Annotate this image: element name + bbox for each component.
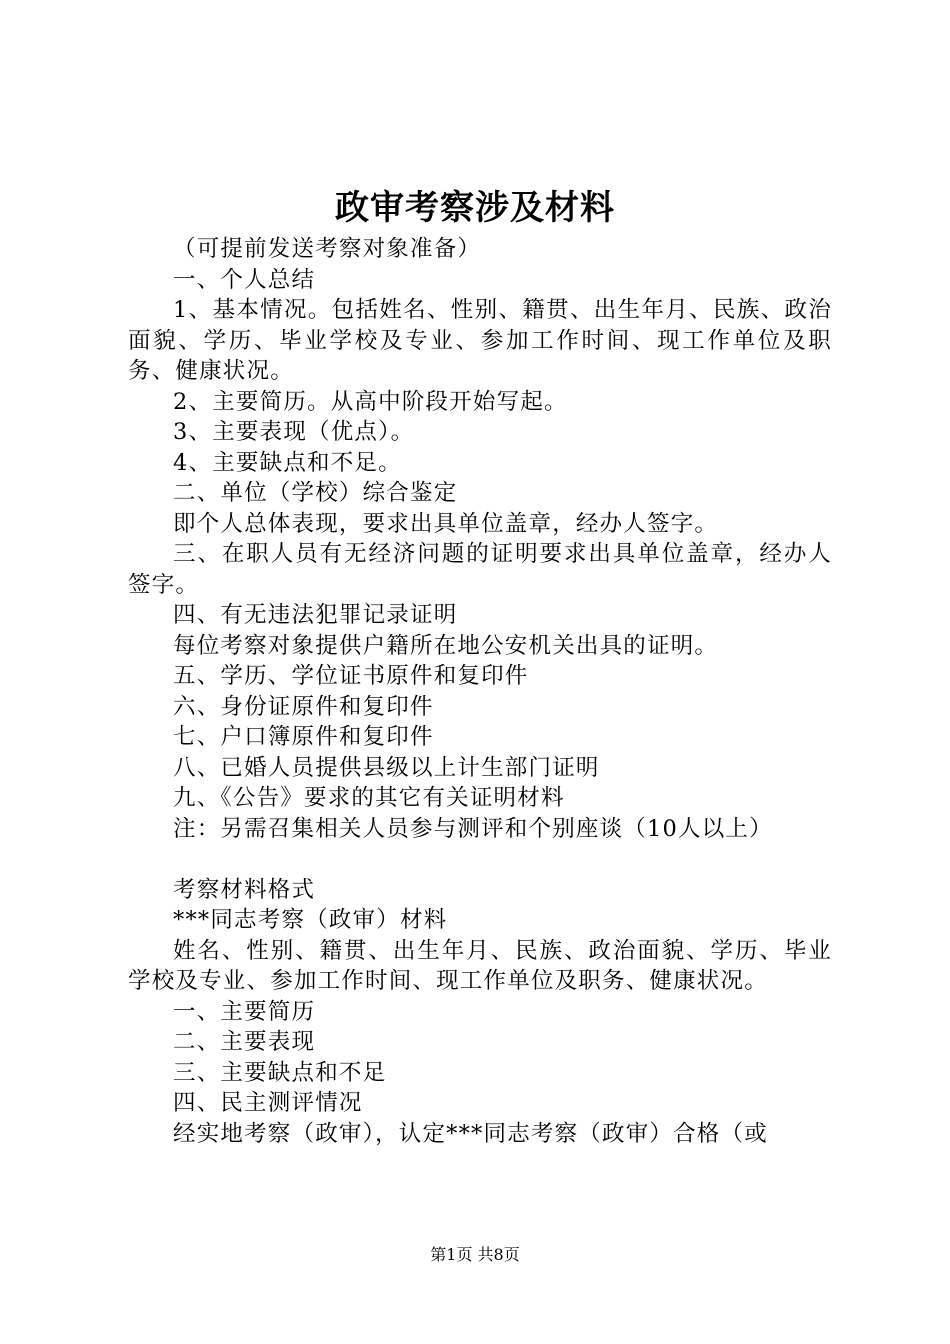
paragraph: 4、主要缺点和不足。: [173, 449, 402, 476]
section-heading: 四、有无违法犯罪记录证明: [173, 602, 458, 628]
paragraph: 即个人总体表现，要求出具单位盖章，经办人签字。: [173, 510, 719, 537]
document-title: 政审考察涉及材料: [335, 188, 615, 228]
note-paragraph: 注：另需召集相关人员参与测评和个别座谈（10人以上）: [173, 815, 773, 842]
paragraph: 每位考察对象提供户籍所在地公安机关出具的证明。: [173, 632, 719, 659]
section-heading: 八、已婚人员提供县级以上计生部门证明: [173, 754, 600, 781]
section-heading: 二、单位（学校）综合鉴定: [173, 480, 458, 506]
paragraph: 三、在职人员有无经济问题的证明要求出具单位盖章，经办人签字。: [128, 541, 832, 598]
section-heading: 九、《公告》要求的其它有关证明材料: [173, 785, 565, 811]
paragraph: 2、主要简历。从高中阶段开始写起。: [173, 388, 568, 415]
paragraph: ***同志考察（政审）材料: [173, 907, 448, 933]
section-heading: 考察材料格式: [173, 876, 316, 903]
paragraph: 姓名、性别、籍贯、出生年月、民族、政治面貌、学历、毕业学校及专业、参加工作时间、现工作单位及职务、健康状况。: [128, 937, 832, 994]
document-body: [128, 234, 832, 1149]
paragraph: （可提前发送考察对象准备）: [173, 236, 482, 262]
paragraph: 1、基本情况。包括姓名、性别、籍贯、出生年月、民族、政治面貌、学历、毕业学校及专业、参加工作时间、现工作单位及职务、健康状况。: [128, 297, 832, 384]
paragraph: 3、主要表现（优点）。: [173, 419, 415, 445]
paragraph: 经实地考察（政审），认定***同志考察（政审）合格（或: [173, 1120, 768, 1147]
section-heading: 五、学历、学位证书原件和复印件: [173, 663, 529, 689]
section-heading: 一、个人总结: [173, 266, 316, 293]
section-heading: 二、主要表现: [173, 1029, 316, 1055]
page-footer: 第1页 共8页: [430, 1245, 520, 1264]
section-heading: 四、民主测评情况: [173, 1090, 363, 1116]
section-heading: 七、户口簿原件和复印件: [173, 724, 434, 750]
section-heading: 六、身份证原件和复印件: [173, 693, 434, 720]
section-heading: 三、主要缺点和不足: [173, 1059, 387, 1086]
section-heading: 一、主要简历: [173, 998, 316, 1025]
blank-line: [128, 844, 832, 875]
